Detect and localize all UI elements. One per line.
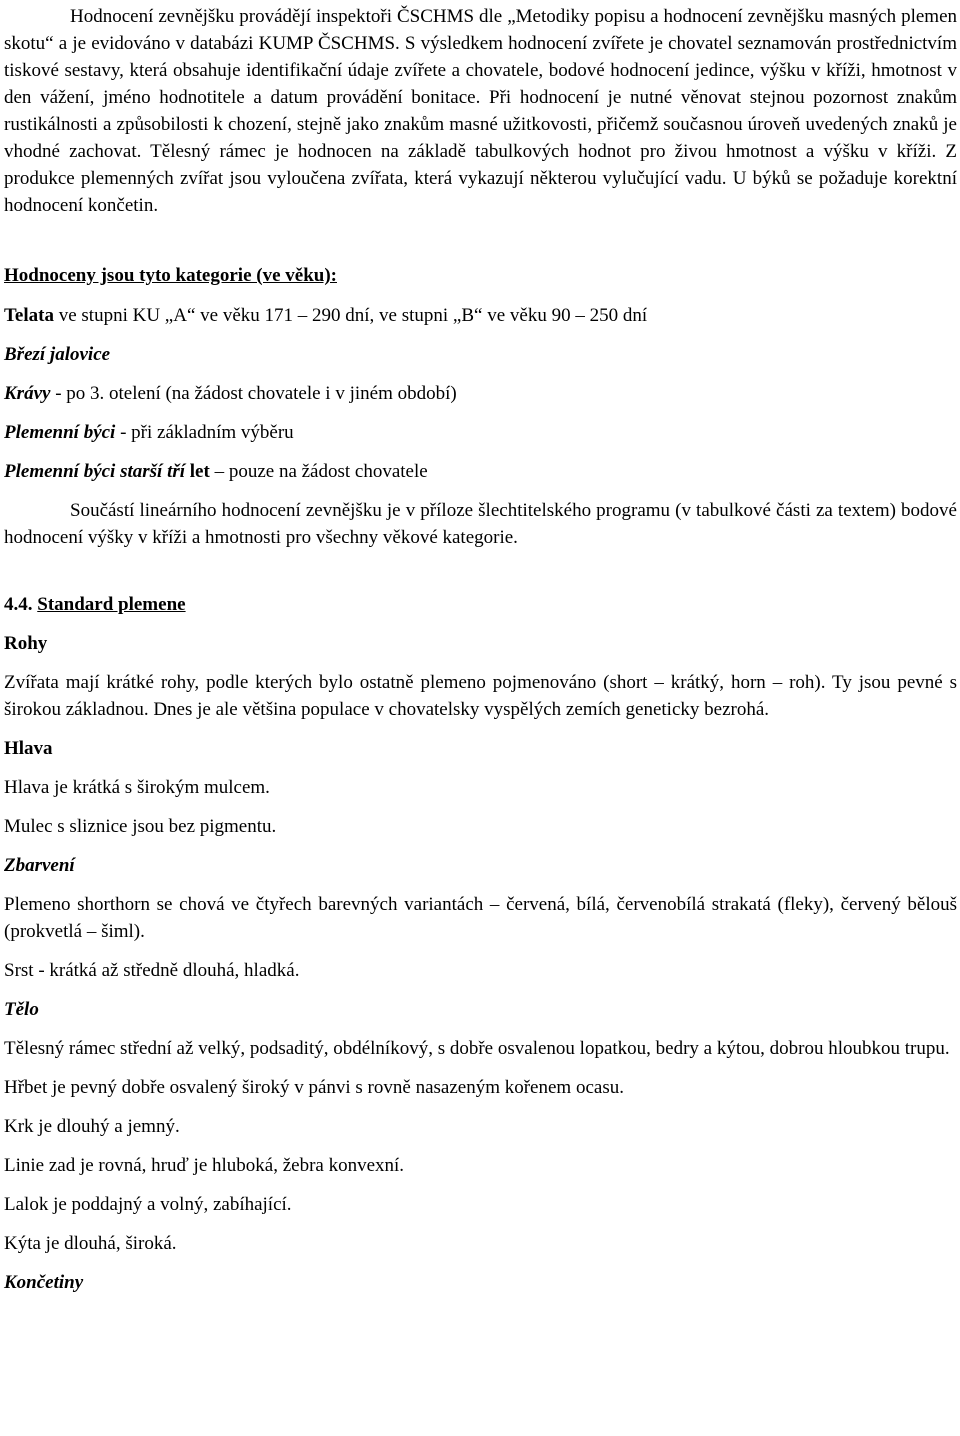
category-heifers-label: Březí jalovice — [4, 344, 111, 365]
category-old-bulls-label: Plemenní býci starší tří — [4, 461, 186, 482]
section-number: 4.4. — [4, 594, 33, 615]
category-calves-text: ve stupni KU „A“ ve věku 171 – 290 dní, ve stupni „B“ ve věku 90 – 250 dní — [53, 305, 648, 326]
color-text: Plemeno shorthorn se chová ve čtyřech barevných variantách – červená, bílá, červenobílá strakatá (fleky), červený bělouš (prokvetlá – šiml). — [4, 894, 957, 942]
category-calves — [4, 302, 957, 329]
categories-heading: Hodnoceny jsou tyto kategorie (ve věku): — [4, 265, 337, 286]
color-heading: Zbarvení — [4, 855, 75, 876]
head-heading: Hlava — [4, 738, 53, 759]
head-text-1: Hlava je krátká s širokým mulcem. — [4, 777, 270, 798]
body-text-6: Kýta je dlouhá, široká. — [4, 1233, 177, 1254]
section-title: Standard plemene — [37, 594, 186, 615]
horns-text: Zvířata mají krátké rohy, podle kterých bylo ostatně plemeno pojmenováno (short – krátký, horn – roh). Ty jsou pevné s širokou základnou. Dnes je ale většina populace v chovatelsky vyspělých zemích geneticky bezrohá. — [4, 672, 957, 720]
category-old-bulls — [4, 458, 957, 485]
body-text-5: Lalok je poddajný a volný, zabíhající. — [4, 1194, 292, 1215]
category-calves-label: Telata — [4, 305, 54, 326]
category-bulls-text: - při základním výběru — [115, 422, 294, 443]
category-cows-label: Krávy — [4, 383, 51, 404]
body-text-1: Tělesný rámec střední až velký, podsaditý, obdélníkový, s dobře osvalenou lopatkou, bedry a kýtou, dobrou hloubkou trupu. — [4, 1038, 950, 1059]
category-old-bulls-label-suffix: let — [185, 461, 210, 482]
limbs-heading: Končetiny — [4, 1272, 84, 1293]
body-text-3: Krk je dlouhý a jemný. — [4, 1116, 180, 1137]
category-old-bulls-text: – pouze na žádost chovatele — [209, 461, 428, 482]
horns-heading: Rohy — [4, 633, 48, 654]
category-bulls — [4, 419, 957, 446]
head-text-2: Mulec s sliznice jsou bez pigmentu. — [4, 816, 277, 837]
category-bulls-label: Plemenní býci — [4, 422, 116, 443]
intro-paragraph: Hodnocení zevnějšku provádějí inspektoři ČSCHMS dle „Metodiky popisu a hodnocení zevnějšku masných plemen skotu“ a je evidováno v databázi KUMP ČSCHMS. S výsledkem hodnocení zvířete je chovatel seznamován prostřednictvím tiskové sestavy, která obsahuje identifikační údaje zvířete a chovatele, bodové hodnocení jedince, výšku v kříži, hmotnost v den vážení, jméno hodnotitele a datum provádění bonitace. Při hodnocení je nutné věnovat stejnou pozornost znakům rustikálnosti a způsobilosti k chození, stejně jako znakům masné užitkovosti, přičemž současnou úroveň uvedených znaků je vhodné zachovat. Tělesný rámec je hodnocen na základě tabulkových hodnot pro živou hmotnost a výšku v kříži. Z produkce plemenných zvířat jsou vyloučena zvířata, která vykazují některou vylučující vadu. U býků se požaduje korektní hodnocení končetin. — [4, 6, 957, 216]
coat-text: Srst - krátká až středně dlouhá, hladká. — [4, 960, 300, 981]
categories-note: Součástí lineárního hodnocení zevnějšku je v příloze šlechtitelského programu (v tabulkové části za textem) bodové hodnocení výšky v kříži a hmotnosti pro všechny věkové kategorie. — [4, 500, 957, 548]
category-cows-text: - po 3. otelení (na žádost chovatele i v jiném období) — [50, 383, 457, 404]
body-text-4: Linie zad je rovná, hruď je hluboká, žebra konvexní. — [4, 1155, 405, 1176]
body-text-2: Hřbet je pevný dobře osvalený široký v pánvi s rovně nasazeným kořenem ocasu. — [4, 1077, 624, 1098]
body-heading: Tělo — [4, 999, 39, 1020]
section-heading — [4, 591, 957, 618]
category-cows — [4, 380, 957, 407]
category-heifers — [4, 341, 957, 368]
